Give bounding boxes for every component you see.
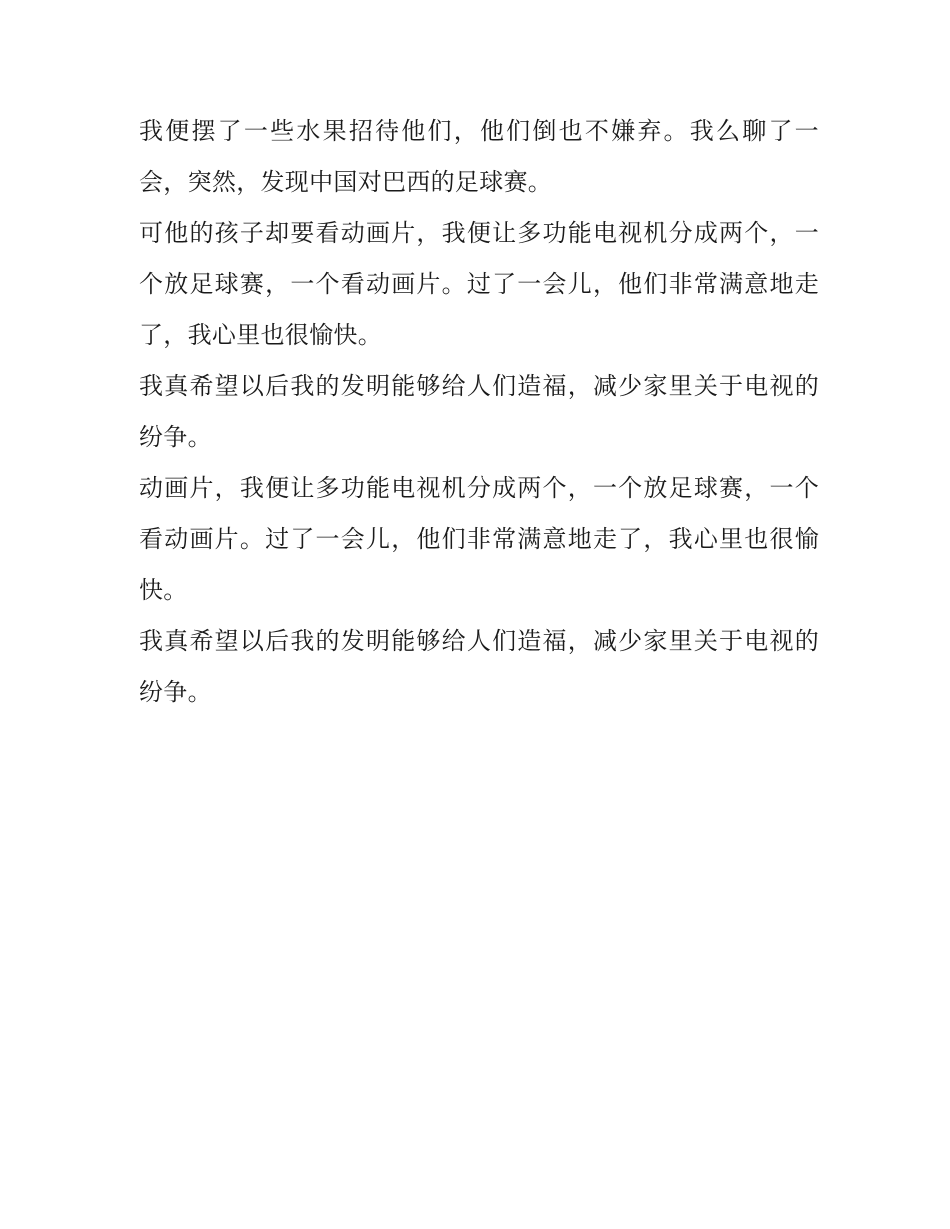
document-body <box>139 106 819 718</box>
paragraph: 我真希望以后我的发明能够给人们造福，减少家里关于电视的纷争。 <box>139 372 819 451</box>
paragraph: 动画片，我便让多功能电视机分成两个，一个放足球赛，一个看动画片。过了一会儿，他们非常满意地走了，我心里也很愉快。 <box>139 474 819 604</box>
paragraph: 我真希望以后我的发明能够给人们造福，减少家里关于电视的纷争。 <box>139 627 819 706</box>
paragraph: 我便摆了一些水果招待他们，他们倒也不嫌弃。我么聊了一会，突然，发现中国对巴西的足球赛。 <box>139 117 819 196</box>
paragraph: 可他的孩子却要看动画片，我便让多功能电视机分成两个，一个放足球赛，一个看动画片。过了一会儿，他们非常满意地走了，我心里也很愉快。 <box>139 219 819 349</box>
